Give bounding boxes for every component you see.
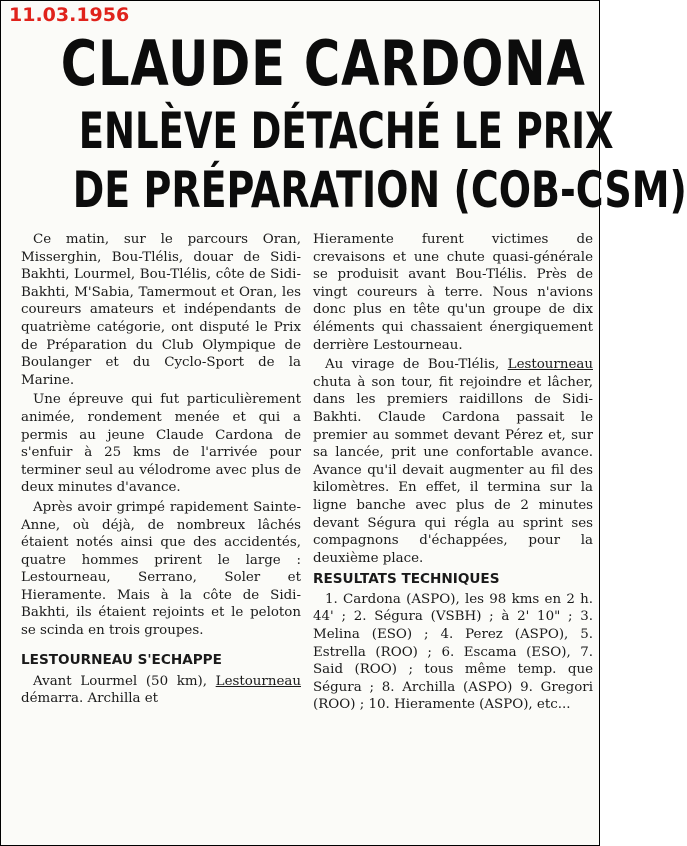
clipping-date: 11.03.1956 [9, 4, 130, 26]
paragraph: Après avoir grimpé rapidement Sainte-Anne, où déjà, de nombreux lâchés étaient notés ainsi que des accidentés, quatre hommes prirent le large : Lestourneau, Serrano, Soler et Hieramente. Mais à la côte de Sidi-Bakhti, ils étaient rejoints et le peloton se scinda en trois groupes. [21, 499, 301, 639]
results-heading: RESULTATS TECHNIQUES [313, 571, 500, 588]
headline-line-1: CLAUDE CARDONA [60, 27, 586, 100]
text-span: démarra. Archilla et [21, 691, 159, 707]
article-column-left [21, 231, 301, 710]
text-span: chuta à son tour, fit rejoindre et lâcher, dans les premiers raidillons de Sidi-Bakhti. Claude Cardona passait le premier au sommet devant Pérez et, sur sa lancée, prit une confortable avance. Avance qu'il devait augmenter au fil des kilomètres. En effet, il termina sur la ligne banche avec plus de 2 minutes devant Ségura qui régla au sprint ses compagnons d'échappées, pour la deuxième place. [313, 374, 593, 566]
paragraph: Ce matin, sur le parcours Oran, Misserghin, Bou-Tlélis, douar de Sidi-Bakhti, Lourmel, Bou-Tlélis, côte de Sidi-Bakhti, M'Sabia, Tamermout et Oran, les coureurs amateurs et indépendants de quatrième catégorie, ont disputé le Prix de Préparation du Club Olympique de Boulanger et du Cyclo-Sport de la Marine. [21, 232, 301, 388]
paragraph: Hieramente furent victimes de crevaisons et une chute quasi-générale se produisit avant Bou-Tlélis. Près de vingt coureurs à terre. Nous n'avions donc plus en tête qu'un groupe de dix éléments qui chassaient énergiquement derrière Lestourneau. [313, 232, 593, 353]
paragraph: Une épreuve qui fut particulièrement animée, rondement menée et qui a permis au jeune Claude Cardona de s'enfuir à 25 kms de l'arrivée pour terminer seul au vélodrome avec plus de deux minutes d'avance. [21, 392, 301, 496]
headline-line-3: DE PRÉPARATION (COB-CSM) [72, 161, 687, 219]
underlined-name: Lestourneau [507, 357, 593, 373]
section-subhead: LESTOURNEAU S'ECHAPPE [21, 651, 222, 668]
paragraph [21, 673, 301, 708]
headline-line-2: ENLÈVE DÉTACHÉ LE PRIX [78, 102, 614, 160]
paragraph [313, 356, 593, 567]
text-span: Avant Lourmel (50 km), [33, 673, 216, 689]
underlined-name: Lestourneau [215, 673, 301, 689]
text-span: Au virage de Bou-Tlélis, [325, 357, 508, 373]
article-column-right [313, 231, 593, 716]
results-list: 1. Cardona (ASPO), les 98 kms en 2 h. 44' ; 2. Ségura (VSBH) ; à 2' 10" ; 3. Melina (ESO) ; 4. Perez (ASPO), 5. Estrella (ROO) ; 6. Escama (ESO), 7. Said (ROO) ; tous même temp. que Ségura ; 8. Archilla (ASPO) 9. Gregori (ROO) ; 10. Hieramente (ASPO), etc... [313, 591, 593, 713]
